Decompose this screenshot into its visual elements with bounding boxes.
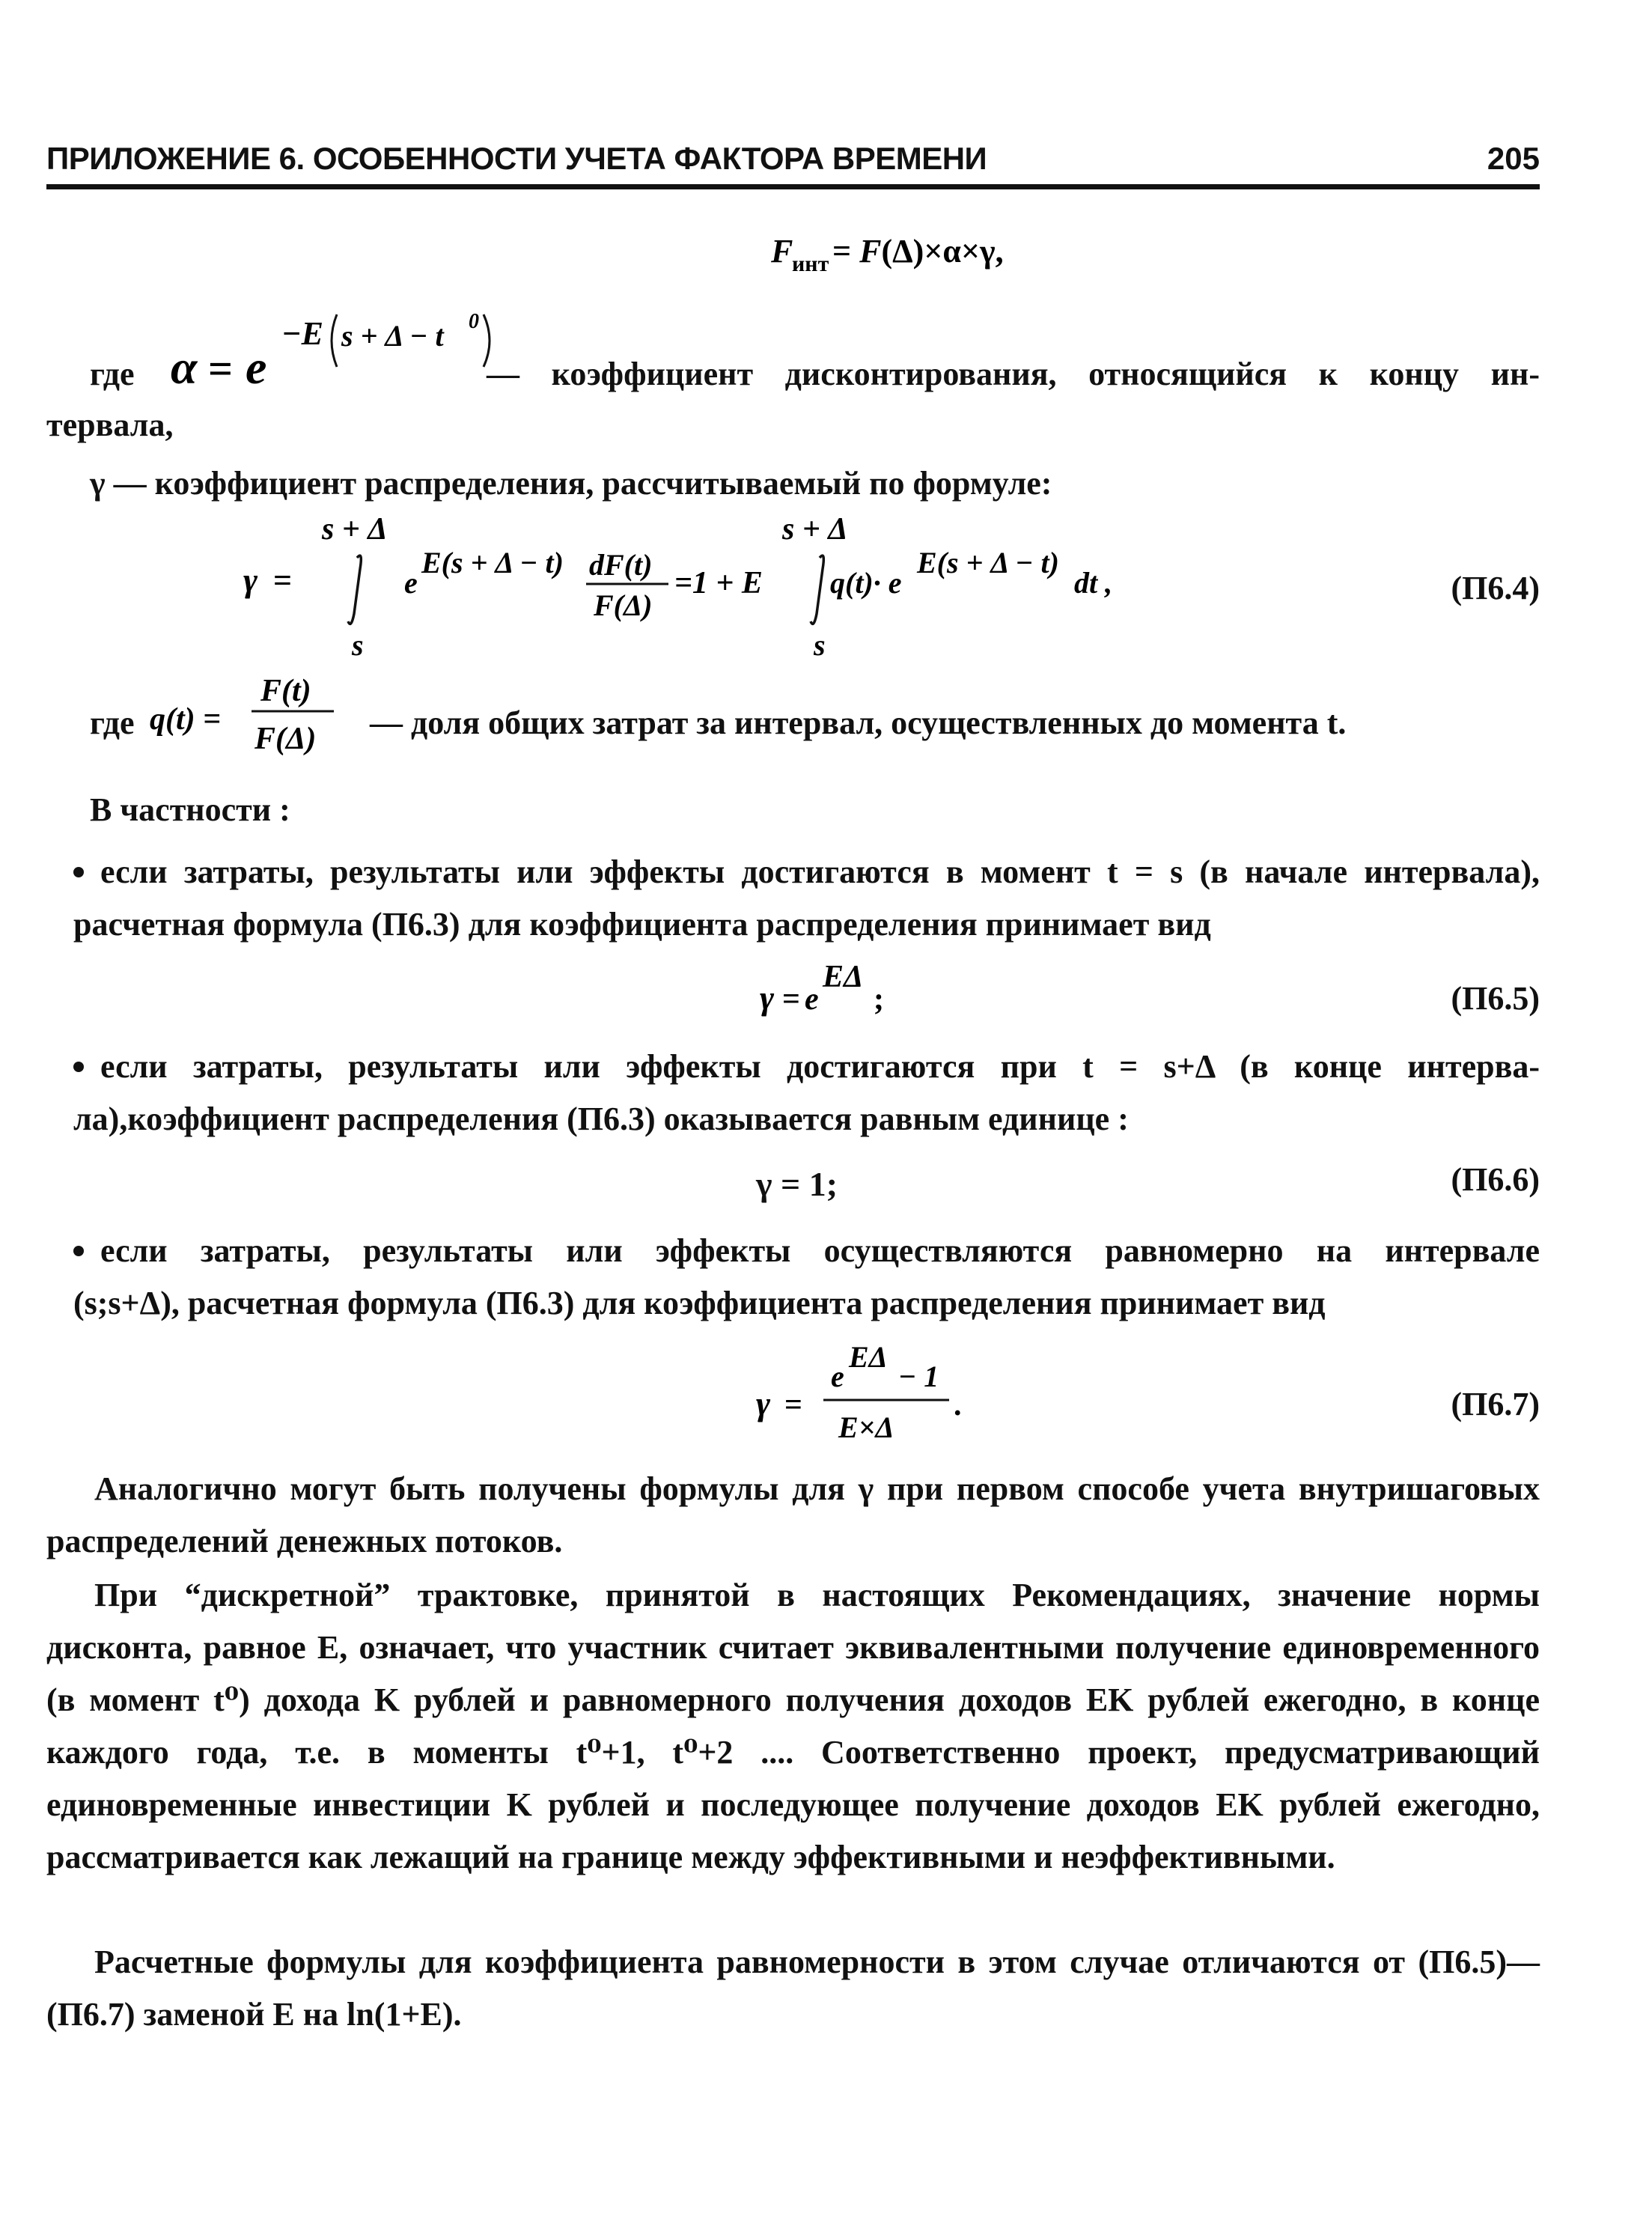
- svg-text:EΔ: EΔ: [849, 1340, 888, 1374]
- svg-text:=: =: [273, 562, 293, 599]
- alpha-prefix: где: [90, 356, 135, 392]
- bullet-item-3: [73, 1225, 1540, 1330]
- svg-text:E(s + Δ − t): E(s + Δ − t): [917, 546, 1059, 579]
- running-title: ПРИЛОЖЕНИЕ 6. ОСОБЕННОСТИ УЧЕТА ФАКТОРА ВРЕМЕНИ: [46, 141, 987, 176]
- paragraph-3: Расчетные формулы для коэффициента равномерности в этом случае отличаются от (П6.5)—(П6.7) заменой E на ln(1+E).: [46, 1944, 1540, 2033]
- svg-text:s + Δ − t: s + Δ − t: [341, 319, 444, 353]
- svg-text:.: .: [954, 1388, 962, 1422]
- svg-text:e: e: [805, 982, 819, 1017]
- equation-number-p6-4: (П6.4): [1451, 570, 1540, 606]
- gamma-definition: γ — коэффициент распределения, рассчитываемый по формуле:: [90, 465, 1052, 502]
- svg-text:e: e: [831, 1360, 844, 1393]
- svg-text:F(Δ): F(Δ): [254, 722, 317, 756]
- q-formula: [150, 665, 367, 773]
- bullet-2-line1: если затраты, результаты или эффекты достигаются при t = s+Δ (в конце интерва-: [100, 1048, 1540, 1085]
- q-prefix: где: [90, 704, 135, 741]
- svg-text:e: e: [404, 566, 418, 600]
- q-formula-svg: [150, 665, 367, 770]
- page-number: 205: [1487, 141, 1540, 176]
- equation-p6-7: [756, 1340, 996, 1464]
- svg-text:q(t) =: q(t) =: [150, 702, 222, 737]
- svg-text:s + Δ: s + Δ: [782, 512, 848, 547]
- paragraph-1: Аналогично могут быть получены формулы для γ при первом способе учета внутришаговых распределений денежных потоков.: [46, 1470, 1540, 1559]
- svg-text:γ: γ: [756, 1384, 771, 1422]
- svg-text:s: s: [352, 628, 364, 662]
- svg-text:F: F: [771, 233, 793, 270]
- formula-fint-svg: [771, 225, 1070, 284]
- svg-text:e: e: [246, 341, 267, 394]
- svg-text:q(t)· e: q(t)· e: [830, 566, 902, 600]
- bullet-item-1: [73, 846, 1540, 951]
- svg-text:s + Δ: s + Δ: [322, 512, 388, 547]
- bullet-3-line2: (s;s+Δ), расчетная формула (П6.3) для коэффициента распределения принимает вид: [73, 1285, 1326, 1321]
- svg-text:=1 + E: =1 + E: [674, 566, 763, 600]
- svg-text:;: ;: [874, 982, 884, 1017]
- svg-text:dF(t): dF(t): [589, 548, 653, 582]
- bullet-icon: [73, 867, 84, 877]
- page-header: [46, 141, 1540, 183]
- equation-number-p6-5: (П6.5): [1451, 980, 1540, 1017]
- bullet-3-line1: если затраты, результаты или эффекты осуществляются равномерно на интервале: [100, 1232, 1540, 1269]
- equation-p6-4-svg: [243, 509, 1216, 674]
- alpha-description: — коэффициент дисконтирования, относящийся к концу ин-: [487, 356, 1540, 392]
- equation-p6-4: [243, 509, 1216, 678]
- in-particular-label: В частности :: [90, 791, 290, 828]
- bullet-1-line2: расчетная формула (П6.3) для коэффициента распределения принимает вид: [73, 906, 1211, 943]
- paragraph-2: При “дискретной” трактовке, принятой в настоящих Рекомендациях, значение нормы дисконта, равное E, означает, что участник считает эквивалентными получение единовременного (в момент t⁰) дохода K рублей и равномерного получения доходов EK рублей ежегодно, в конце каждого года, т.е. в моменты t⁰+1, t⁰+2 .... Соответственно проект, предусматривающий единовременные инвестиции K рублей и последующее получение доходов EK рублей ежегодно, рассматривается как лежащий на границе между эффективными и неэффективными.: [46, 1577, 1540, 1875]
- equation-p6-7-svg: [756, 1340, 996, 1460]
- q-description: — доля общих затрат за интервал, осуществленных до момента t.: [370, 704, 1347, 741]
- svg-text:dt ,: dt ,: [1074, 566, 1113, 600]
- header-rule: [46, 184, 1540, 189]
- svg-text:E(s + Δ − t): E(s + Δ − t): [421, 546, 564, 579]
- svg-text:α: α: [171, 341, 198, 394]
- equation-p6-6: γ = 1;: [756, 1165, 838, 1203]
- svg-text:− 1: − 1: [898, 1360, 939, 1393]
- bullet-2-line2: ла),коэффициент распределения (П6.3) оказывается равным единице :: [73, 1101, 1129, 1137]
- svg-text:=: =: [784, 1388, 802, 1422]
- bullet-item-2: [73, 1041, 1540, 1145]
- svg-text:F(Δ): F(Δ): [594, 588, 653, 622]
- svg-text:=: =: [782, 982, 800, 1017]
- svg-text:0: 0: [469, 310, 479, 333]
- svg-text:EΔ: EΔ: [823, 960, 864, 994]
- svg-text:s: s: [814, 628, 826, 662]
- svg-text:=: =: [208, 344, 234, 393]
- bullet-icon: [73, 1246, 84, 1256]
- formula-fint: [771, 225, 1070, 288]
- equation-p6-5-svg: [760, 958, 954, 1026]
- alpha-description-cont: тервала,: [46, 407, 174, 443]
- svg-text:E×Δ: E×Δ: [838, 1410, 894, 1444]
- equation-p6-5: [760, 958, 954, 1029]
- svg-text:F(t): F(t): [260, 674, 311, 708]
- svg-text:инт: инт: [792, 252, 829, 276]
- svg-text:γ: γ: [760, 979, 775, 1017]
- svg-text:−E: −E: [281, 315, 324, 352]
- svg-text:γ: γ: [243, 561, 258, 599]
- svg-text:= F(Δ)×α×γ,: = F(Δ)×α×γ,: [832, 233, 1004, 270]
- bullet-1-line1: если затраты, результаты или эффекты достигаются в момент t = s (в начале интервала),: [100, 853, 1540, 890]
- bullet-icon: [73, 1062, 84, 1072]
- equation-number-p6-7: (П6.7): [1451, 1386, 1540, 1422]
- equation-number-p6-6: (П6.6): [1451, 1161, 1540, 1198]
